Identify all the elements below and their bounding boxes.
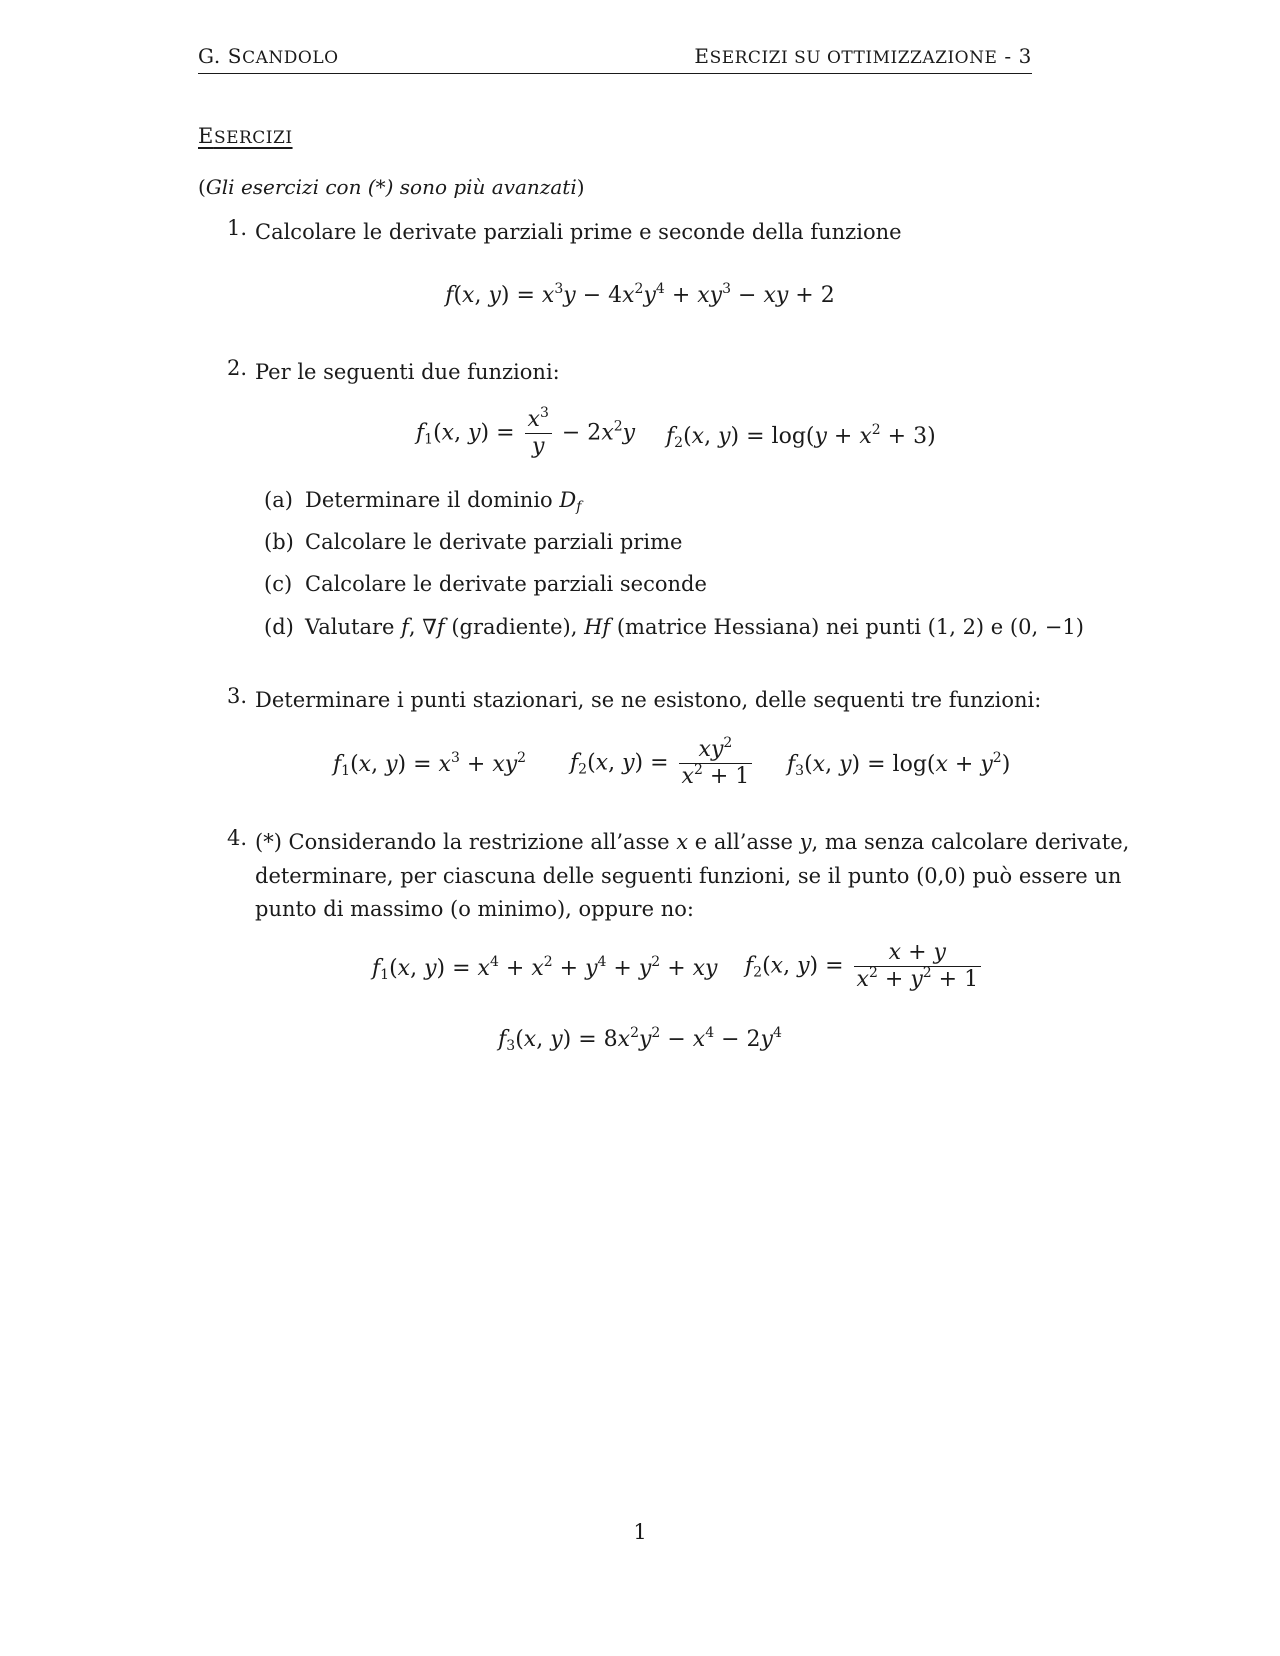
exercise-2-formula-2: $f_2(x$, $y) = \log(y + x^2 + 3)$ xyxy=(666,422,936,451)
exercise-4-formula-1: $f_1(x$, $y) = x^4 + x^2 + y^4 + y^2$ + xy xyxy=(372,954,718,983)
page-number: 1 xyxy=(633,1520,647,1544)
exercise-4-formula-3: $f_3(x$, $y) = 8x^2y^2 - x^4 - 2y^4$ xyxy=(498,1025,782,1054)
exercise-2-sub-b-label: (b) xyxy=(264,530,294,554)
exercise-3-formula-1: $f_1(x$, $y) = x^3 + xy^2$ xyxy=(333,750,527,779)
exercise-1-formula: f(x, $y) = x^3y - 4x^2y^4 + xy^3$ − xy + 2 xyxy=(445,281,835,308)
exercise-2-text: Per le seguenti due funzioni: xyxy=(255,360,560,384)
exercise-2-sub-a-text: Determinare il dominio $D_f$ xyxy=(305,488,582,515)
exercise-1-text: Calcolare le derivate parziali prime e seconde della funzione xyxy=(255,220,902,244)
exercise-4-text-line-2: determinare, per ciascuna delle seguenti funzioni, se il punto (0,0) può essere un xyxy=(255,864,1122,888)
exercise-3-text: Determinare i punti stazionari, se ne esistono, delle sequenti tre funzioni: xyxy=(255,688,1042,712)
section-title: ESERCIZI xyxy=(198,124,293,148)
exercise-2-sub-d-label: (d) xyxy=(264,615,294,639)
exercise-2-formula-1: $f_1(x$, y) = $\frac{x^3}{y}$ − $2x^2y$ xyxy=(416,405,636,459)
exercise-3-formula-2: $f_2(x$, y) = $\frac{xy^2}{x^2 + 1}$ xyxy=(570,737,755,790)
exercise-1-number: 1. xyxy=(227,216,248,240)
exercise-4-text-line-1: (*) Considerando la restrizione all’asse x e all’asse y, ma senza calcolare derivate, xyxy=(255,830,1130,854)
exercise-4-number: 4. xyxy=(227,826,248,850)
header-author: G. SCANDOLO xyxy=(198,44,339,68)
header-title: ESERCIZI SU OTTIMIZZAZIONE - 3 xyxy=(694,44,1032,68)
section-note: (Gli esercizi con (*) sono più avanzati) xyxy=(198,175,585,199)
exercise-2-sub-a-label: (a) xyxy=(264,488,293,512)
header-rule xyxy=(198,73,1032,74)
exercise-2-sub-c-text: Calcolare le derivate parziali seconde xyxy=(305,572,707,596)
exercise-4-formula-2: $f_2(x$, y) = $\frac{x + y}{x^2 + y^2 + 1}$ xyxy=(745,940,984,993)
exercise-4-text-line-3: punto di massimo (o minimo), oppure no: xyxy=(255,897,694,921)
exercise-2-sub-c-label: (c) xyxy=(264,572,293,596)
exercise-2-sub-d-text: Valutare f, ∇f (gradiente), Hf (matrice Hessiana) nei punti (1, 2) e (0, −1) xyxy=(305,615,1084,639)
exercise-3-formula-3: $f_3(x$, $y) = \log(x + y^2)$ xyxy=(787,750,1011,779)
exercise-3-number: 3. xyxy=(227,684,248,708)
exercise-2-number: 2. xyxy=(227,356,248,380)
exercise-2-sub-b-text: Calcolare le derivate parziali prime xyxy=(305,530,683,554)
